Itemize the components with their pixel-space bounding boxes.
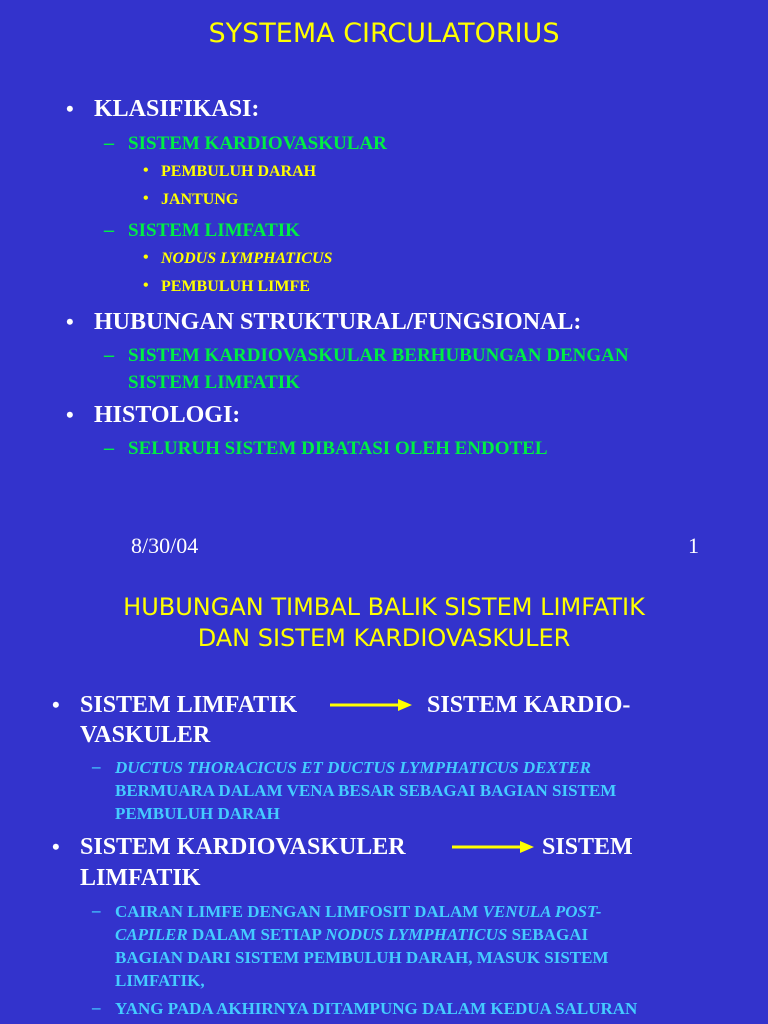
bullet-dot: •: [143, 277, 149, 294]
text-sistem: SISTEM: [542, 834, 633, 860]
bullet-dot: •: [52, 834, 60, 859]
item-pembuluh-darah: PEMBULUH DARAH: [161, 163, 317, 180]
text-limfatik: LIMFATIK: [80, 865, 201, 891]
bullet-dot: •: [143, 162, 149, 179]
text-cairan-limfe-line3: BAGIAN DARI SISTEM PEMBULUH DARAH, MASUK SISTEM: [115, 948, 609, 967]
text-venula: VENULA POST-: [482, 902, 602, 921]
slide-2: [0, 580, 768, 1024]
bullet-dot: •: [143, 249, 149, 266]
bullet-dot: •: [66, 402, 74, 427]
right-arrow-icon: [330, 696, 412, 714]
dash-bullet: –: [92, 901, 101, 920]
text-bermuara: BERMUARA DALAM VENA BESAR SEBAGAI BAGIAN SISTEM: [115, 781, 617, 800]
dash-bullet: –: [104, 132, 114, 154]
text-vaskuler: VASKULER: [80, 722, 211, 748]
slide-2-title-line2: DAN SISTEM KARDIOVASKULER: [197, 624, 571, 652]
text-pembuluh-darah: PEMBULUH DARAH: [115, 804, 280, 823]
dash-bullet: –: [92, 998, 101, 1017]
page-number: 1: [688, 533, 699, 558]
item-hubungan-line1: SISTEM KARDIOVASKULAR BERHUBUNGAN DENGAN: [128, 345, 629, 366]
bullet-dot: •: [52, 692, 60, 717]
item-sistem-kardiovaskular: SISTEM KARDIOVASKULAR: [128, 133, 387, 154]
heading-histologi: HISTOLOGI:: [94, 402, 241, 428]
text-yang-pada-akhirnya: YANG PADA AKHIRNYA DITAMPUNG DALAM KEDUA SALURAN: [115, 999, 638, 1018]
text-dalam-setiap: DALAM SETIAP: [187, 925, 326, 944]
item-endotel: SELURUH SISTEM DIBATASI OLEH ENDOTEL: [128, 438, 548, 459]
text-sistem-kardio: SISTEM KARDIO-: [427, 692, 631, 718]
text-nodus: NODUS LYMPHATICUS: [325, 925, 508, 944]
right-arrow-icon: [452, 838, 534, 856]
dash-bullet: –: [92, 757, 101, 776]
bullet-dot: •: [66, 309, 74, 334]
dash-bullet: –: [104, 219, 114, 241]
slide-2-title: [0, 592, 768, 654]
slide-2-title-line1: HUBUNGAN TIMBAL BALIK SISTEM LIMFATIK: [123, 593, 645, 621]
bullet-dot: •: [143, 190, 149, 207]
text-capiler: CAPILER: [115, 925, 188, 944]
item-jantung: JANTUNG: [161, 191, 239, 208]
item-pembuluh-limfe: PEMBULUH LIMFE: [161, 278, 310, 295]
text-sebagai: SEBAGAI: [507, 925, 589, 944]
dash-bullet: –: [104, 437, 114, 459]
item-nodus-lymphaticus: NODUS LYMPHATICUS: [161, 250, 333, 267]
text-sistem-limfatik: SISTEM LIMFATIK: [80, 692, 298, 718]
text-cairan-limfe-line1: [115, 902, 601, 922]
slide-1-title: SYSTEMA CIRCULATORIUS: [208, 18, 560, 49]
text-sistem-kardiovaskuler: SISTEM KARDIOVASKULER: [80, 834, 406, 860]
text-ductus: DUCTUS THORACICUS ET DUCTUS LYMPHATICUS DEXTER: [115, 758, 591, 777]
text-cairan-limfe-line4: LIMFATIK,: [115, 971, 205, 990]
item-sistem-limfatik: SISTEM LIMFATIK: [128, 220, 300, 241]
heading-hubungan: HUBUNGAN STRUKTURAL/FUNGSIONAL:: [94, 309, 582, 335]
bullet-dot: •: [66, 96, 74, 121]
dash-bullet: –: [104, 344, 114, 366]
text-cairan-limfe: CAIRAN LIMFE DENGAN LIMFOSIT DALAM: [115, 902, 483, 921]
heading-klasifikasi: KLASIFIKASI:: [94, 96, 260, 122]
item-hubungan-line2: SISTEM LIMFATIK: [128, 372, 300, 393]
slide-date: 8/30/04: [131, 533, 199, 558]
text-cairan-limfe-line2: [115, 925, 588, 945]
